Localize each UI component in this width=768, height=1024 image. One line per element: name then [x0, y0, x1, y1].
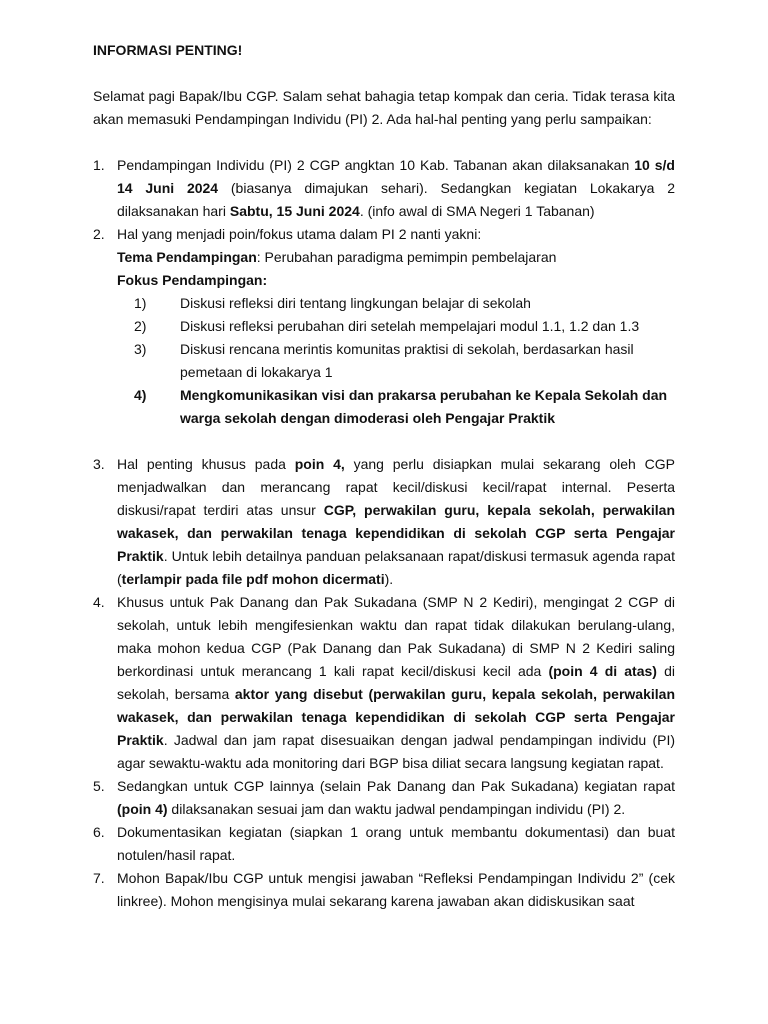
item-body — [117, 453, 675, 591]
item-lead: Hal yang menjadi poin/fokus utama dalam PI 2 nanti yakni: — [117, 226, 482, 242]
item-body — [117, 775, 675, 821]
item-body — [117, 223, 675, 430]
item-text: Pendampingan Individu (PI) 2 CGP angktan 10 Kab. Tabanan akan dilaksanakan — [117, 157, 635, 173]
item-number: 6. — [93, 824, 105, 840]
list-item-3 — [93, 453, 675, 591]
fokus-number: 4) — [134, 387, 147, 403]
item-number: 3. — [93, 456, 105, 472]
item-text: dilaksanakan sesuai jam dan waktu jadwal pendampingan individu (PI) 2. — [167, 801, 626, 817]
item-bold-date: Sabtu, 15 Juni 2024 — [229, 203, 360, 219]
fokus-label-text: Fokus Pendampingan: — [117, 272, 268, 288]
fokus-text: Diskusi refleksi diri tentang lingkungan belajar di sekolah — [180, 295, 531, 311]
item-text: Sedangkan untuk CGP lainnya (selain Pak Danang dan Pak Sukadana) kegiatan rapat — [117, 778, 675, 794]
fokus-number: 3) — [134, 341, 147, 357]
item-bold: terlampir pada file pdf mohon dicermati — [121, 571, 385, 587]
spacer — [93, 430, 675, 453]
item-text: di sekolah, bersama — [117, 663, 675, 702]
tema-label: Tema Pendampingan — [117, 249, 257, 265]
item-text: . Jadwal dan jam rapat disesuaikan dengan jadwal pendampingan individu (PI) agar sewaktu-waktu ada monitoring dari BGP bisa diliat secara langsung kegiatan rapat. — [117, 732, 675, 771]
item-bold: (poin 4 di atas) — [548, 663, 657, 679]
item-bold: (poin 4) — [117, 801, 168, 817]
item-number: 1. — [93, 157, 105, 173]
item-body — [117, 154, 675, 223]
fokus-item — [134, 338, 675, 384]
item-number: 4. — [93, 594, 105, 610]
item-body — [117, 591, 675, 775]
item-text: (biasanya dimajukan sehari). Sedangkan kegiatan Lokakarya 2 dilaksanakan hari — [117, 180, 676, 219]
fokus-text: Diskusi rencana merintis komunitas praktisi di sekolah, berdasarkan hasil pemetaan di lokakarya 1 — [180, 341, 634, 380]
fokus-number: 1) — [134, 295, 147, 311]
list-item-4 — [93, 591, 675, 775]
item-body: Mohon Bapak/Ibu CGP untuk mengisi jawaban “Refleksi Pendampingan Individu 2” (cek linkree). Mohon mengisinya mulai sekarang karena jawaban akan didiskusikan saat — [117, 870, 675, 909]
item-text: . Untuk lebih detailnya panduan pelaksanaan rapat/diskusi termasuk agenda rapat ( — [117, 548, 675, 587]
item-bold-date: 10 s/d 14 Juni 2024 — [117, 157, 675, 196]
list-item-5 — [93, 775, 675, 821]
item-number: 5. — [93, 778, 105, 794]
item-text: yang perlu disiapkan mulai sekarang oleh CGP menjadwalkan dan merancang rapat kecil/diskusi kecil/rapat internal. Peserta diskusi/rapat terdiri atas unsur — [117, 456, 675, 518]
list-item-6 — [93, 821, 675, 867]
fokus-text: Mengkomunikasikan visi dan prakarsa perubahan ke Kepala Sekolah dan warga sekolah dengan dimoderasi oleh Pengajar Praktik — [180, 387, 668, 426]
list-item-7 — [93, 867, 675, 913]
fokus-item — [134, 315, 675, 338]
item-number: 2. — [93, 226, 105, 242]
item-bold: poin 4, — [294, 456, 345, 472]
fokus-label — [117, 269, 675, 292]
fokus-number: 2) — [134, 318, 147, 334]
fokus-text: Diskusi refleksi perubahan diri setelah mempelajari modul 1.1, 1.2 dan 1.3 — [180, 318, 640, 334]
item-bold: aktor yang disebut (perwakilan guru, kepala sekolah, perwakilan wakasek, dan perwakilan tenaga kependidikan di sekolah CGP serta Pengajar Praktik — [117, 686, 675, 748]
document-title: INFORMASI PENTING! — [93, 42, 243, 58]
list-item-2 — [93, 223, 675, 430]
fokus-list — [134, 292, 675, 430]
tema-text: : Perubahan paradigma pemimpin pembelajaran — [256, 249, 557, 265]
item-text: ). — [384, 571, 394, 587]
item-text: . (info awal di SMA Negeri 1 Tabanan) — [359, 203, 595, 219]
tema-line — [117, 246, 675, 269]
item-bold: CGP, perwakilan guru, kepala sekolah, perwakilan wakasek, dan perwakilan tenaga kependidikan di sekolah CGP serta Pengajar Praktik — [117, 502, 675, 564]
document-page — [93, 39, 675, 913]
item-number: 7. — [93, 870, 105, 886]
list-item-1 — [93, 154, 675, 223]
fokus-item — [134, 384, 675, 430]
intro-paragraph: Selamat pagi Bapak/Ibu CGP. Salam sehat bahagia tetap kompak dan ceria. Tidak terasa kita akan memasuki Pendampingan Individu (PI) 2. Ada hal-hal penting yang perlu sampaikan: — [93, 88, 675, 127]
item-body: Dokumentasikan kegiatan (siapkan 1 orang untuk membantu dokumentasi) dan buat notulen/hasil rapat. — [117, 824, 675, 863]
fokus-item — [134, 292, 675, 315]
item-text: Khusus untuk Pak Danang dan Pak Sukadana (SMP N 2 Kediri), mengingat 2 CGP di sekolah, untuk lebih mengifesienkan waktu dan rapat tidak dilakukan berulang-ulang, maka mohon kedua CGP (Pak Danang dan Pak Sukadana) di SMP N 2 Kediri saling berkordinasi untuk merancang 1 kali rapat kecil/diskusi kecil ada — [117, 594, 675, 679]
item-text: Hal penting khusus pada — [117, 456, 295, 472]
